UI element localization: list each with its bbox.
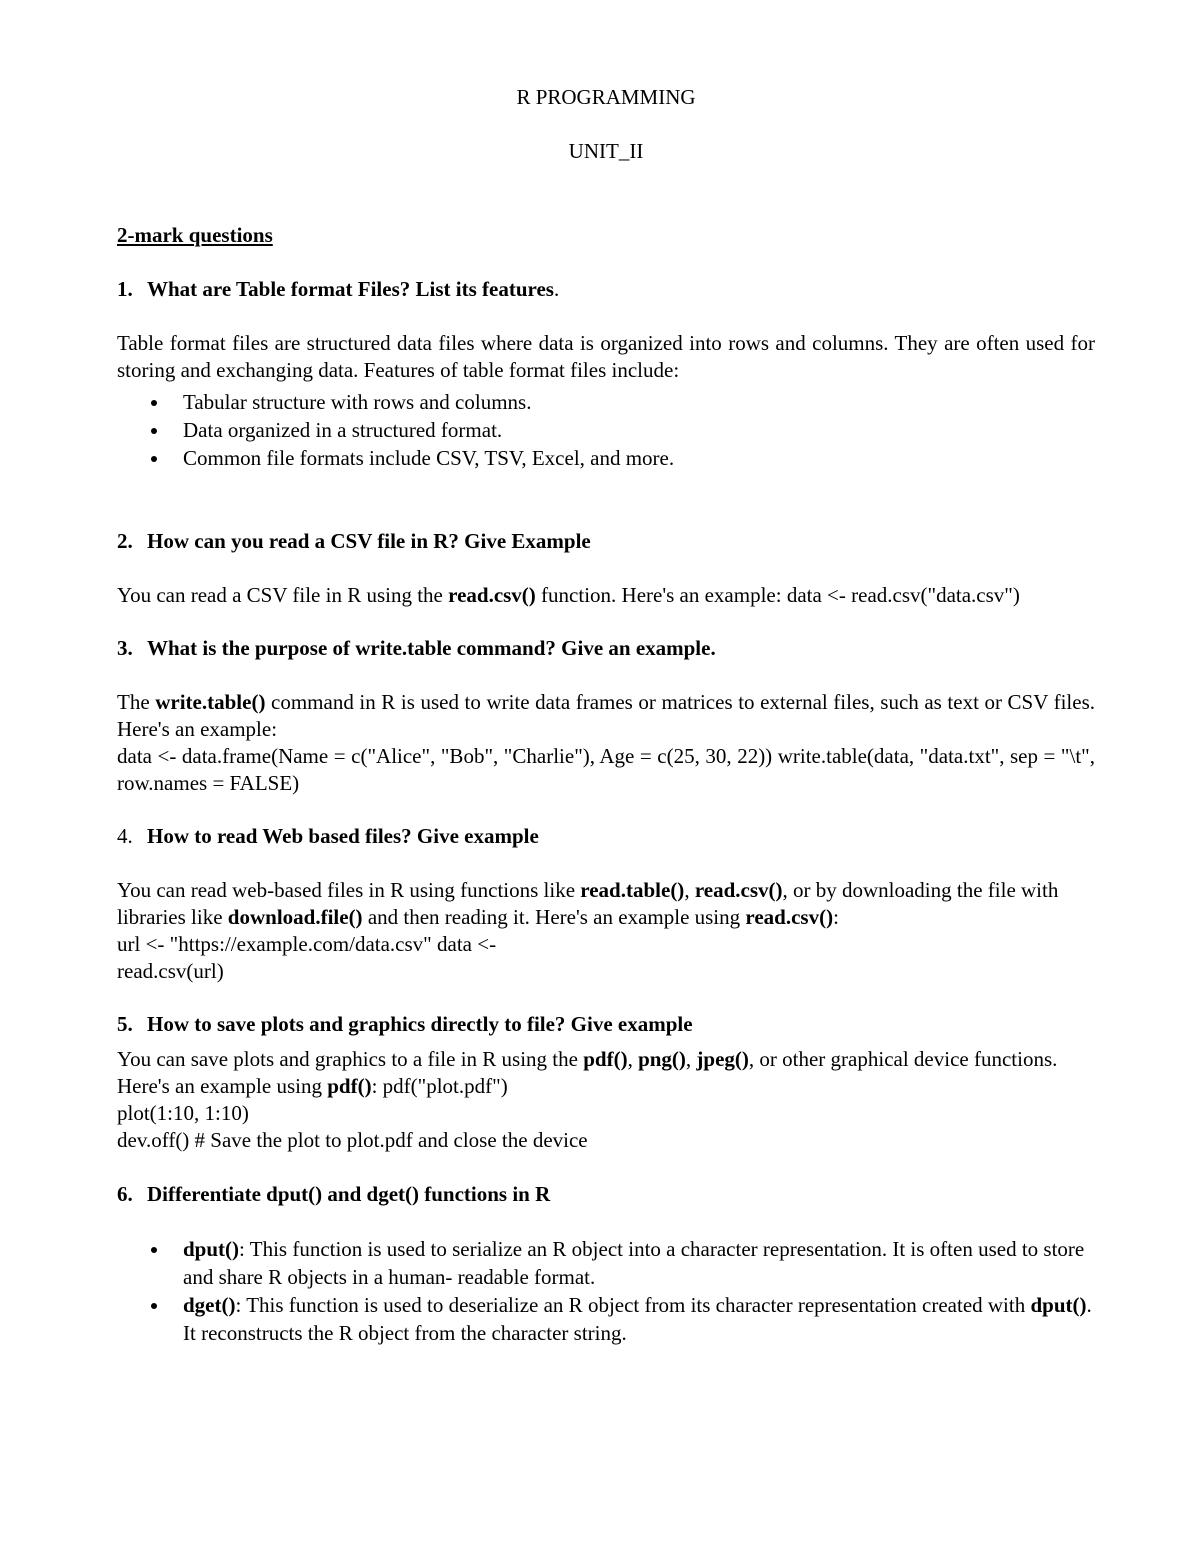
features-list [117,388,1095,472]
answer-5-paragraph: You can save plots and graphics to a file in R using the pdf(), png(), jpeg(), or other graphical device functions. Here's an example using pdf(): pdf("plot.pdf") [117,1047,1058,1098]
question-text: What are Table format Files? List its features. [147,277,560,301]
function-name: read.csv() [448,583,536,607]
question-text: What is the purpose of write.table command? Give an example. [147,636,716,660]
function-name: write.table() [155,690,266,714]
question-number: 3. [117,636,133,660]
question-number: 4. [117,824,133,848]
answer-2-paragraph: You can read a CSV file in R using the read.csv() function. Here's an example: data <- read.csv("data.csv") [117,583,1020,607]
list-item: Data organized in a structured format. [117,416,1095,444]
answer-3-code: data <- data.frame(Name = c("Alice", "Bob", "Charlie"), Age = c(25, 30, 22)) write.table(data, "data.txt", sep = "\t", row.names = FALSE) [117,744,1095,795]
answer-3-paragraph: The write.table() command in R is used to write data frames or matrices to external files, such as text or CSV files. Here's an example: [117,690,1095,741]
question-number: 2. [117,529,133,553]
answer-4-paragraph: You can read web-based files in R using functions like read.table(), read.csv(), or by downloading the file with libraries like download.file() and then reading it. Here's an example using read.csv(): [117,878,1059,929]
question-text: How can you read a CSV file in R? Give Example [147,529,591,553]
answer-5-code-line-2: dev.off() # Save the plot to plot.pdf and close the device [117,1128,588,1152]
list-item-dput: dput(): This function is used to serialize an R object into a character representation. It is often used to store and share R objects in a human- readable format. [117,1235,1095,1291]
list-item-dget: dget(): This function is used to deserialize an R object from its character representation created with dput(). It reconstructs the R object from the character string. [117,1291,1095,1347]
answer-5-code-line-1: plot(1:10, 1:10) [117,1101,249,1125]
question-6 [117,1181,1095,1208]
question-text: How to read Web based files? Give example [147,824,539,848]
answer-4-code-line-2: read.csv(url) [117,959,224,983]
section-heading: 2-mark questions [117,223,273,247]
answer-1-paragraph: Table format files are structured data files where data is organized into rows and columns. They are often used for storing and exchanging data. Features of table format files include: [117,331,1095,382]
question-text: Differentiate dput() and dget() functions in R [147,1182,551,1206]
question-number: 6. [117,1182,133,1206]
question-1 [117,276,1095,303]
unit-title: UNIT_II [568,139,644,163]
function-name: dget() [183,1293,236,1317]
document-title: R PROGRAMMING [516,85,696,109]
dput-dget-list [117,1235,1095,1347]
question-number: 1. [117,277,133,301]
question-2 [117,528,1095,555]
list-item: Tabular structure with rows and columns. [117,388,1095,416]
document-page [117,84,1095,1347]
question-text: How to save plots and graphics directly to file? Give example [147,1012,693,1036]
question-4 [117,823,1095,850]
question-number: 5. [117,1012,133,1036]
function-name: dput() [183,1237,240,1261]
list-item: Common file formats include CSV, TSV, Excel, and more. [117,444,1095,472]
answer-4-code-line-1: url <- "https://example.com/data.csv" data <- [117,932,497,956]
question-5 [117,1011,1095,1038]
question-3 [117,635,1095,662]
